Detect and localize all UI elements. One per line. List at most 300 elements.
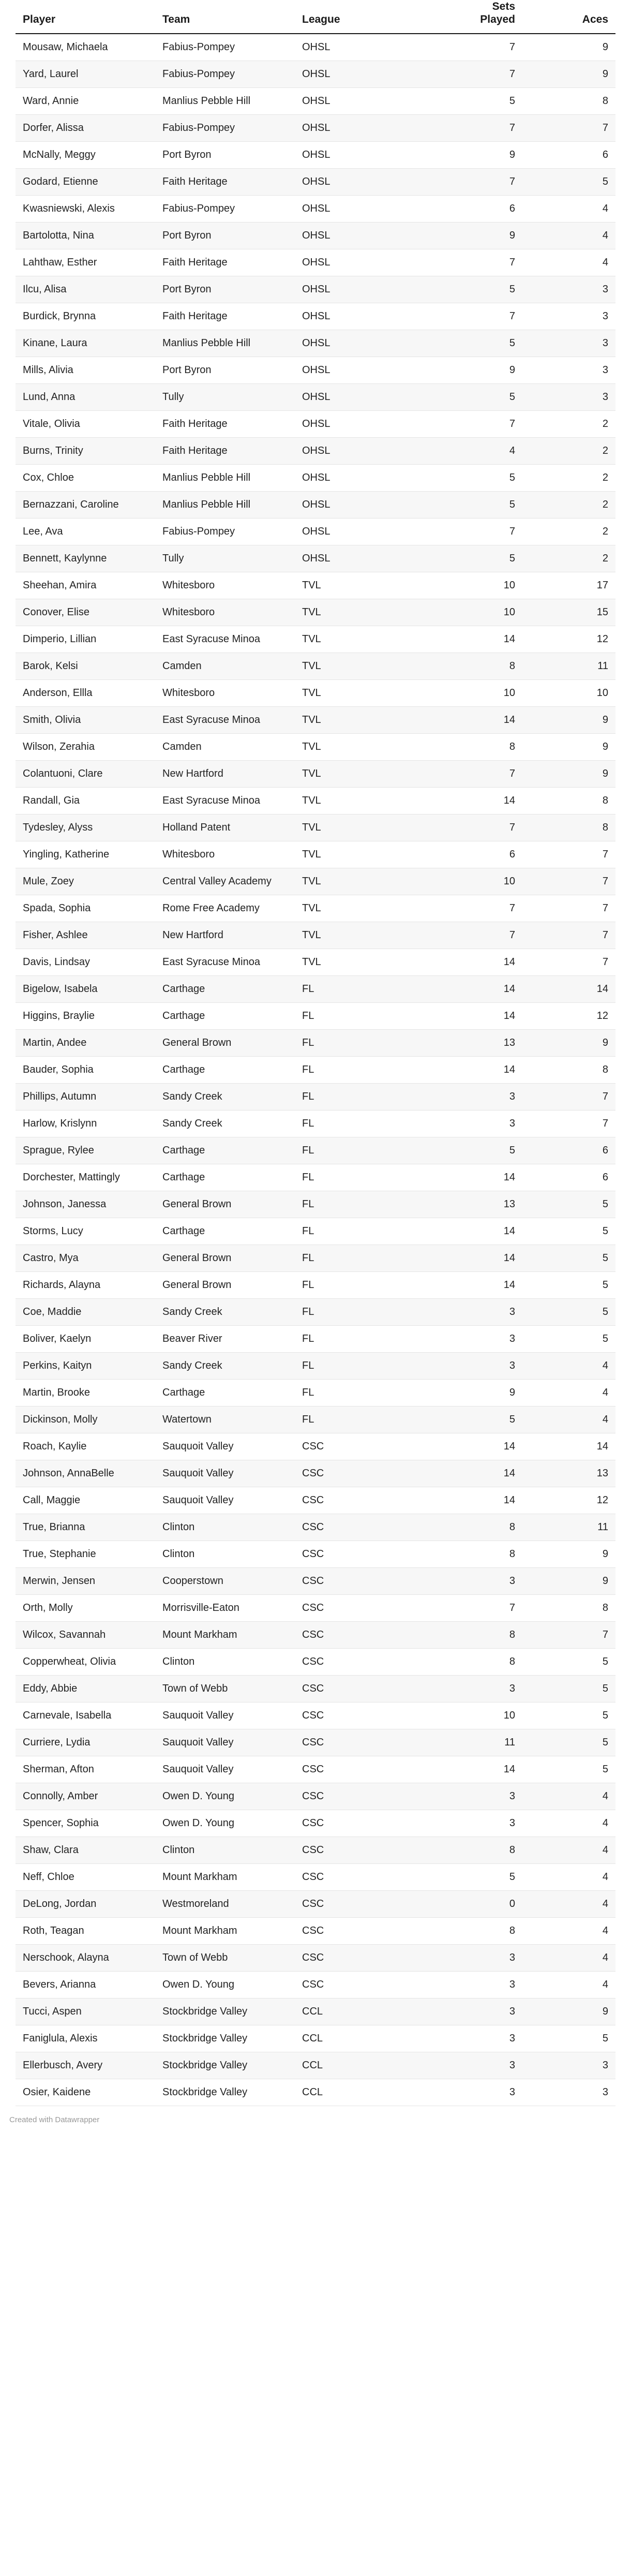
cell-team: Whitesboro <box>155 599 295 626</box>
cell-league: CSC <box>295 1433 424 1460</box>
table-row <box>16 1137 615 1164</box>
table-row <box>16 169 615 196</box>
table-row <box>16 572 615 599</box>
column-header-team[interactable]: Team <box>155 0 295 34</box>
cell-team: Stockbridge Valley <box>155 1998 295 2025</box>
cell-sets: 10 <box>424 680 522 707</box>
cell-team: Carthage <box>155 1380 295 1407</box>
cell-aces: 5 <box>522 1245 615 1272</box>
cell-league: OHSL <box>295 249 424 276</box>
cell-sets: 3 <box>424 1945 522 1972</box>
column-header-aces[interactable]: Aces <box>522 0 615 34</box>
cell-sets: 8 <box>424 1918 522 1945</box>
cell-team: Rome Free Academy <box>155 895 295 922</box>
cell-league: TVL <box>295 599 424 626</box>
cell-sets: 6 <box>424 841 522 868</box>
cell-league: OHSL <box>295 196 424 223</box>
cell-league: CSC <box>295 1514 424 1541</box>
cell-sets: 3 <box>424 1353 522 1380</box>
table-row <box>16 1326 615 1353</box>
cell-sets: 8 <box>424 1622 522 1649</box>
cell-sets: 14 <box>424 626 522 653</box>
cell-player: Lund, Anna <box>16 384 155 411</box>
cell-aces: 7 <box>522 115 615 142</box>
cell-team: Mount Markham <box>155 1864 295 1891</box>
cell-team: Morrisville-Eaton <box>155 1595 295 1622</box>
cell-league: FL <box>295 1164 424 1191</box>
cell-aces: 11 <box>522 653 615 680</box>
table-row <box>16 1998 615 2025</box>
table-row <box>16 1111 615 1137</box>
table-row <box>16 438 615 465</box>
cell-player: Burdick, Brynna <box>16 303 155 330</box>
cell-player: Call, Maggie <box>16 1487 155 1514</box>
cell-league: OHSL <box>295 357 424 384</box>
cell-sets: 10 <box>424 1702 522 1729</box>
cell-player: Copperwheat, Olivia <box>16 1649 155 1676</box>
cell-team: Sandy Creek <box>155 1353 295 1380</box>
table-row <box>16 115 615 142</box>
cell-player: Tucci, Aspen <box>16 1998 155 2025</box>
cell-league: FL <box>295 1057 424 1084</box>
cell-aces: 7 <box>522 922 615 949</box>
table-row <box>16 1084 615 1111</box>
cell-league: TVL <box>295 788 424 815</box>
cell-team: Faith Heritage <box>155 438 295 465</box>
cell-sets: 14 <box>424 1164 522 1191</box>
cell-aces: 5 <box>522 1729 615 1756</box>
cell-player: Perkins, Kaityn <box>16 1353 155 1380</box>
cell-league: FL <box>295 1407 424 1433</box>
table-row <box>16 1407 615 1433</box>
cell-player: Kinane, Laura <box>16 330 155 357</box>
cell-aces: 5 <box>522 1191 615 1218</box>
cell-league: OHSL <box>295 492 424 519</box>
cell-player: Kwasniewski, Alexis <box>16 196 155 223</box>
cell-aces: 9 <box>522 1541 615 1568</box>
cell-player: Wilson, Zerahia <box>16 734 155 761</box>
cell-player: Vitale, Olivia <box>16 411 155 438</box>
cell-sets: 14 <box>424 1003 522 1030</box>
cell-aces: 8 <box>522 1595 615 1622</box>
cell-league: CSC <box>295 1972 424 1998</box>
cell-player: Richards, Alayna <box>16 1272 155 1299</box>
cell-league: FL <box>295 1272 424 1299</box>
cell-sets: 10 <box>424 599 522 626</box>
cell-team: General Brown <box>155 1272 295 1299</box>
cell-sets: 3 <box>424 2079 522 2106</box>
cell-league: TVL <box>295 761 424 788</box>
cell-sets: 14 <box>424 976 522 1003</box>
cell-player: Dickinson, Molly <box>16 1407 155 1433</box>
cell-player: Faniglula, Alexis <box>16 2025 155 2052</box>
cell-sets: 7 <box>424 761 522 788</box>
cell-player: Neff, Chloe <box>16 1864 155 1891</box>
cell-aces: 13 <box>522 1460 615 1487</box>
cell-league: CSC <box>295 1622 424 1649</box>
cell-aces: 2 <box>522 411 615 438</box>
cell-league: CSC <box>295 1676 424 1702</box>
cell-league: TVL <box>295 949 424 976</box>
cell-team: Carthage <box>155 1218 295 1245</box>
cell-team: Carthage <box>155 1164 295 1191</box>
table-body <box>16 34 615 2106</box>
cell-aces: 12 <box>522 626 615 653</box>
cell-aces: 4 <box>522 1864 615 1891</box>
cell-league: FL <box>295 1137 424 1164</box>
column-header-league[interactable]: League <box>295 0 424 34</box>
table-row <box>16 330 615 357</box>
cell-team: Manlius Pebble Hill <box>155 465 295 492</box>
cell-sets: 8 <box>424 734 522 761</box>
cell-team: East Syracuse Minoa <box>155 707 295 734</box>
table-row <box>16 519 615 545</box>
table-row <box>16 1272 615 1299</box>
cell-league: FL <box>295 1003 424 1030</box>
cell-aces: 10 <box>522 680 615 707</box>
cell-sets: 11 <box>424 1729 522 1756</box>
cell-team: Clinton <box>155 1649 295 1676</box>
cell-sets: 5 <box>424 1864 522 1891</box>
cell-player: Godard, Etienne <box>16 169 155 196</box>
cell-sets: 9 <box>424 142 522 169</box>
cell-team: Sauquoit Valley <box>155 1729 295 1756</box>
cell-league: FL <box>295 1111 424 1137</box>
cell-player: Ward, Annie <box>16 88 155 115</box>
cell-league: FL <box>295 1353 424 1380</box>
table-row <box>16 626 615 653</box>
table-row <box>16 1353 615 1380</box>
cell-league: FL <box>295 1299 424 1326</box>
cell-team: Carthage <box>155 1137 295 1164</box>
cell-team: New Hartford <box>155 922 295 949</box>
cell-team: Watertown <box>155 1407 295 1433</box>
table-row <box>16 1891 615 1918</box>
cell-aces: 5 <box>522 1299 615 1326</box>
cell-team: Whitesboro <box>155 841 295 868</box>
cell-team: Manlius Pebble Hill <box>155 492 295 519</box>
table-row <box>16 1810 615 1837</box>
cell-league: TVL <box>295 868 424 895</box>
cell-league: OHSL <box>295 223 424 249</box>
volleyball-aces-table <box>16 0 615 2106</box>
table-row <box>16 1756 615 1783</box>
cell-aces: 2 <box>522 519 615 545</box>
cell-player: Shaw, Clara <box>16 1837 155 1864</box>
cell-sets: 10 <box>424 572 522 599</box>
table-row <box>16 1837 615 1864</box>
table-row <box>16 788 615 815</box>
cell-league: OHSL <box>295 61 424 88</box>
cell-sets: 5 <box>424 1407 522 1433</box>
cell-team: East Syracuse Minoa <box>155 626 295 653</box>
cell-league: TVL <box>295 680 424 707</box>
cell-team: Tully <box>155 545 295 572</box>
table-row <box>16 1460 615 1487</box>
cell-league: OHSL <box>295 303 424 330</box>
cell-league: OHSL <box>295 330 424 357</box>
cell-sets: 3 <box>424 1810 522 1837</box>
cell-aces: 4 <box>522 1891 615 1918</box>
table-row <box>16 492 615 519</box>
cell-sets: 8 <box>424 1837 522 1864</box>
cell-league: CSC <box>295 1649 424 1676</box>
cell-sets: 7 <box>424 115 522 142</box>
cell-league: TVL <box>295 734 424 761</box>
cell-team: Port Byron <box>155 142 295 169</box>
cell-player: Fisher, Ashlee <box>16 922 155 949</box>
cell-player: Dorchester, Mattingly <box>16 1164 155 1191</box>
cell-aces: 5 <box>522 1326 615 1353</box>
table-row <box>16 599 615 626</box>
cell-team: Mount Markham <box>155 1622 295 1649</box>
cell-aces: 4 <box>522 1407 615 1433</box>
cell-player: Curriere, Lydia <box>16 1729 155 1756</box>
table-row <box>16 1380 615 1407</box>
cell-team: New Hartford <box>155 761 295 788</box>
cell-team: Carthage <box>155 976 295 1003</box>
cell-sets: 7 <box>424 411 522 438</box>
cell-aces: 14 <box>522 1433 615 1460</box>
cell-league: CCL <box>295 2052 424 2079</box>
cell-player: Coe, Maddie <box>16 1299 155 1326</box>
cell-aces: 2 <box>522 465 615 492</box>
cell-league: FL <box>295 976 424 1003</box>
cell-league: OHSL <box>295 276 424 303</box>
cell-sets: 3 <box>424 1084 522 1111</box>
cell-player: Barok, Kelsi <box>16 653 155 680</box>
cell-aces: 7 <box>522 895 615 922</box>
cell-player: Bennett, Kaylynne <box>16 545 155 572</box>
cell-league: CSC <box>295 1729 424 1756</box>
cell-team: Port Byron <box>155 357 295 384</box>
cell-player: Martin, Andee <box>16 1030 155 1057</box>
column-header-player[interactable]: Player <box>16 0 155 34</box>
cell-aces: 4 <box>522 249 615 276</box>
cell-aces: 17 <box>522 572 615 599</box>
cell-team: East Syracuse Minoa <box>155 788 295 815</box>
cell-player: Bartolotta, Nina <box>16 223 155 249</box>
datawrapper-credit[interactable]: Created with Datawrapper <box>9 2115 100 2125</box>
cell-sets: 8 <box>424 1649 522 1676</box>
cell-team: Faith Heritage <box>155 169 295 196</box>
table-row <box>16 1164 615 1191</box>
cell-player: Lee, Ava <box>16 519 155 545</box>
cell-team: General Brown <box>155 1030 295 1057</box>
cell-aces: 6 <box>522 1164 615 1191</box>
table-row <box>16 384 615 411</box>
cell-sets: 9 <box>424 357 522 384</box>
cell-team: Whitesboro <box>155 572 295 599</box>
cell-player: Connolly, Amber <box>16 1783 155 1810</box>
cell-league: CSC <box>295 1702 424 1729</box>
table-row <box>16 223 615 249</box>
cell-player: Colantuoni, Clare <box>16 761 155 788</box>
cell-player: Ilcu, Alisa <box>16 276 155 303</box>
cell-league: CCL <box>295 1998 424 2025</box>
cell-player: Mousaw, Michaela <box>16 34 155 61</box>
cell-team: Faith Heritage <box>155 303 295 330</box>
cell-sets: 7 <box>424 1595 522 1622</box>
cell-aces: 7 <box>522 1622 615 1649</box>
cell-sets: 5 <box>424 465 522 492</box>
cell-aces: 8 <box>522 88 615 115</box>
cell-player: Higgins, Braylie <box>16 1003 155 1030</box>
cell-aces: 5 <box>522 1649 615 1676</box>
cell-player: Johnson, AnnaBelle <box>16 1460 155 1487</box>
cell-team: Camden <box>155 734 295 761</box>
cell-sets: 14 <box>424 1272 522 1299</box>
cell-league: CSC <box>295 1595 424 1622</box>
cell-league: CSC <box>295 1783 424 1810</box>
cell-player: Ellerbusch, Avery <box>16 2052 155 2079</box>
cell-sets: 14 <box>424 1460 522 1487</box>
cell-aces: 5 <box>522 1702 615 1729</box>
cell-player: Nerschook, Alayna <box>16 1945 155 1972</box>
cell-league: OHSL <box>295 115 424 142</box>
cell-team: Owen D. Young <box>155 1972 295 1998</box>
cell-sets: 6 <box>424 196 522 223</box>
cell-player: Merwin, Jensen <box>16 1568 155 1595</box>
cell-player: Storms, Lucy <box>16 1218 155 1245</box>
cell-aces: 2 <box>522 438 615 465</box>
cell-player: Roth, Teagan <box>16 1918 155 1945</box>
cell-league: TVL <box>295 653 424 680</box>
table-row <box>16 1245 615 1272</box>
table-row <box>16 761 615 788</box>
cell-aces: 7 <box>522 949 615 976</box>
cell-player: Wilcox, Savannah <box>16 1622 155 1649</box>
cell-sets: 7 <box>424 169 522 196</box>
cell-player: Tydesley, Alyss <box>16 815 155 841</box>
cell-sets: 5 <box>424 276 522 303</box>
cell-league: CSC <box>295 1460 424 1487</box>
table-row <box>16 303 615 330</box>
cell-league: CSC <box>295 1568 424 1595</box>
cell-sets: 5 <box>424 545 522 572</box>
cell-team: General Brown <box>155 1191 295 1218</box>
cell-aces: 4 <box>522 1810 615 1837</box>
cell-team: Stockbridge Valley <box>155 2052 295 2079</box>
cell-aces: 3 <box>522 2052 615 2079</box>
cell-player: Martin, Brooke <box>16 1380 155 1407</box>
cell-sets: 7 <box>424 895 522 922</box>
cell-league: FL <box>295 1380 424 1407</box>
cell-league: TVL <box>295 626 424 653</box>
cell-aces: 5 <box>522 169 615 196</box>
table-row <box>16 1972 615 1998</box>
cell-team: Mount Markham <box>155 1918 295 1945</box>
cell-aces: 5 <box>522 1218 615 1245</box>
cell-sets: 14 <box>424 1245 522 1272</box>
cell-player: Spada, Sophia <box>16 895 155 922</box>
cell-sets: 7 <box>424 922 522 949</box>
cell-aces: 3 <box>522 384 615 411</box>
cell-sets: 14 <box>424 1756 522 1783</box>
cell-player: Castro, Mya <box>16 1245 155 1272</box>
cell-player: Dimperio, Lillian <box>16 626 155 653</box>
cell-team: Sauquoit Valley <box>155 1460 295 1487</box>
cell-sets: 3 <box>424 1111 522 1137</box>
cell-sets: 8 <box>424 1541 522 1568</box>
table-row <box>16 895 615 922</box>
table-row <box>16 276 615 303</box>
cell-player: Eddy, Abbie <box>16 1676 155 1702</box>
cell-aces: 4 <box>522 196 615 223</box>
cell-league: TVL <box>295 841 424 868</box>
table-row <box>16 61 615 88</box>
cell-team: Sauquoit Valley <box>155 1487 295 1514</box>
column-header-sets-played[interactable]: Sets Played <box>424 0 522 34</box>
table-row <box>16 1433 615 1460</box>
cell-team: Fabius-Pompey <box>155 115 295 142</box>
cell-team: Owen D. Young <box>155 1783 295 1810</box>
table-row <box>16 1945 615 1972</box>
cell-player: Conover, Elise <box>16 599 155 626</box>
cell-sets: 0 <box>424 1891 522 1918</box>
table-row <box>16 734 615 761</box>
table-row <box>16 1676 615 1702</box>
table-row <box>16 868 615 895</box>
cell-aces: 9 <box>522 734 615 761</box>
table-row <box>16 411 615 438</box>
table-row <box>16 1649 615 1676</box>
cell-sets: 3 <box>424 1998 522 2025</box>
cell-player: Phillips, Autumn <box>16 1084 155 1111</box>
cell-player: Spencer, Sophia <box>16 1810 155 1837</box>
cell-league: FL <box>295 1218 424 1245</box>
cell-player: Davis, Lindsay <box>16 949 155 976</box>
table-row <box>16 1541 615 1568</box>
cell-team: Manlius Pebble Hill <box>155 330 295 357</box>
cell-player: Mills, Alivia <box>16 357 155 384</box>
cell-sets: 3 <box>424 1568 522 1595</box>
cell-aces: 15 <box>522 599 615 626</box>
cell-player: Lahthaw, Esther <box>16 249 155 276</box>
table-header <box>16 0 615 34</box>
cell-player: Carnevale, Isabella <box>16 1702 155 1729</box>
table-row <box>16 465 615 492</box>
cell-aces: 4 <box>522 1972 615 1998</box>
cell-team: Faith Heritage <box>155 249 295 276</box>
cell-player: Dorfer, Alissa <box>16 115 155 142</box>
header-row <box>16 0 615 34</box>
cell-player: Osier, Kaidene <box>16 2079 155 2106</box>
cell-aces: 4 <box>522 1945 615 1972</box>
cell-player: Yingling, Katherine <box>16 841 155 868</box>
cell-team: Central Valley Academy <box>155 868 295 895</box>
cell-league: FL <box>295 1191 424 1218</box>
cell-sets: 5 <box>424 1137 522 1164</box>
cell-sets: 14 <box>424 788 522 815</box>
cell-aces: 9 <box>522 1998 615 2025</box>
cell-team: Carthage <box>155 1003 295 1030</box>
cell-sets: 7 <box>424 815 522 841</box>
cell-sets: 8 <box>424 653 522 680</box>
cell-aces: 4 <box>522 1918 615 1945</box>
cell-aces: 6 <box>522 142 615 169</box>
cell-sets: 14 <box>424 1057 522 1084</box>
cell-player: Harlow, Krislynn <box>16 1111 155 1137</box>
cell-aces: 7 <box>522 841 615 868</box>
table-row <box>16 2052 615 2079</box>
cell-league: CSC <box>295 1918 424 1945</box>
cell-sets: 14 <box>424 1487 522 1514</box>
cell-sets: 14 <box>424 949 522 976</box>
cell-aces: 12 <box>522 1487 615 1514</box>
cell-sets: 3 <box>424 2052 522 2079</box>
cell-aces: 5 <box>522 1272 615 1299</box>
